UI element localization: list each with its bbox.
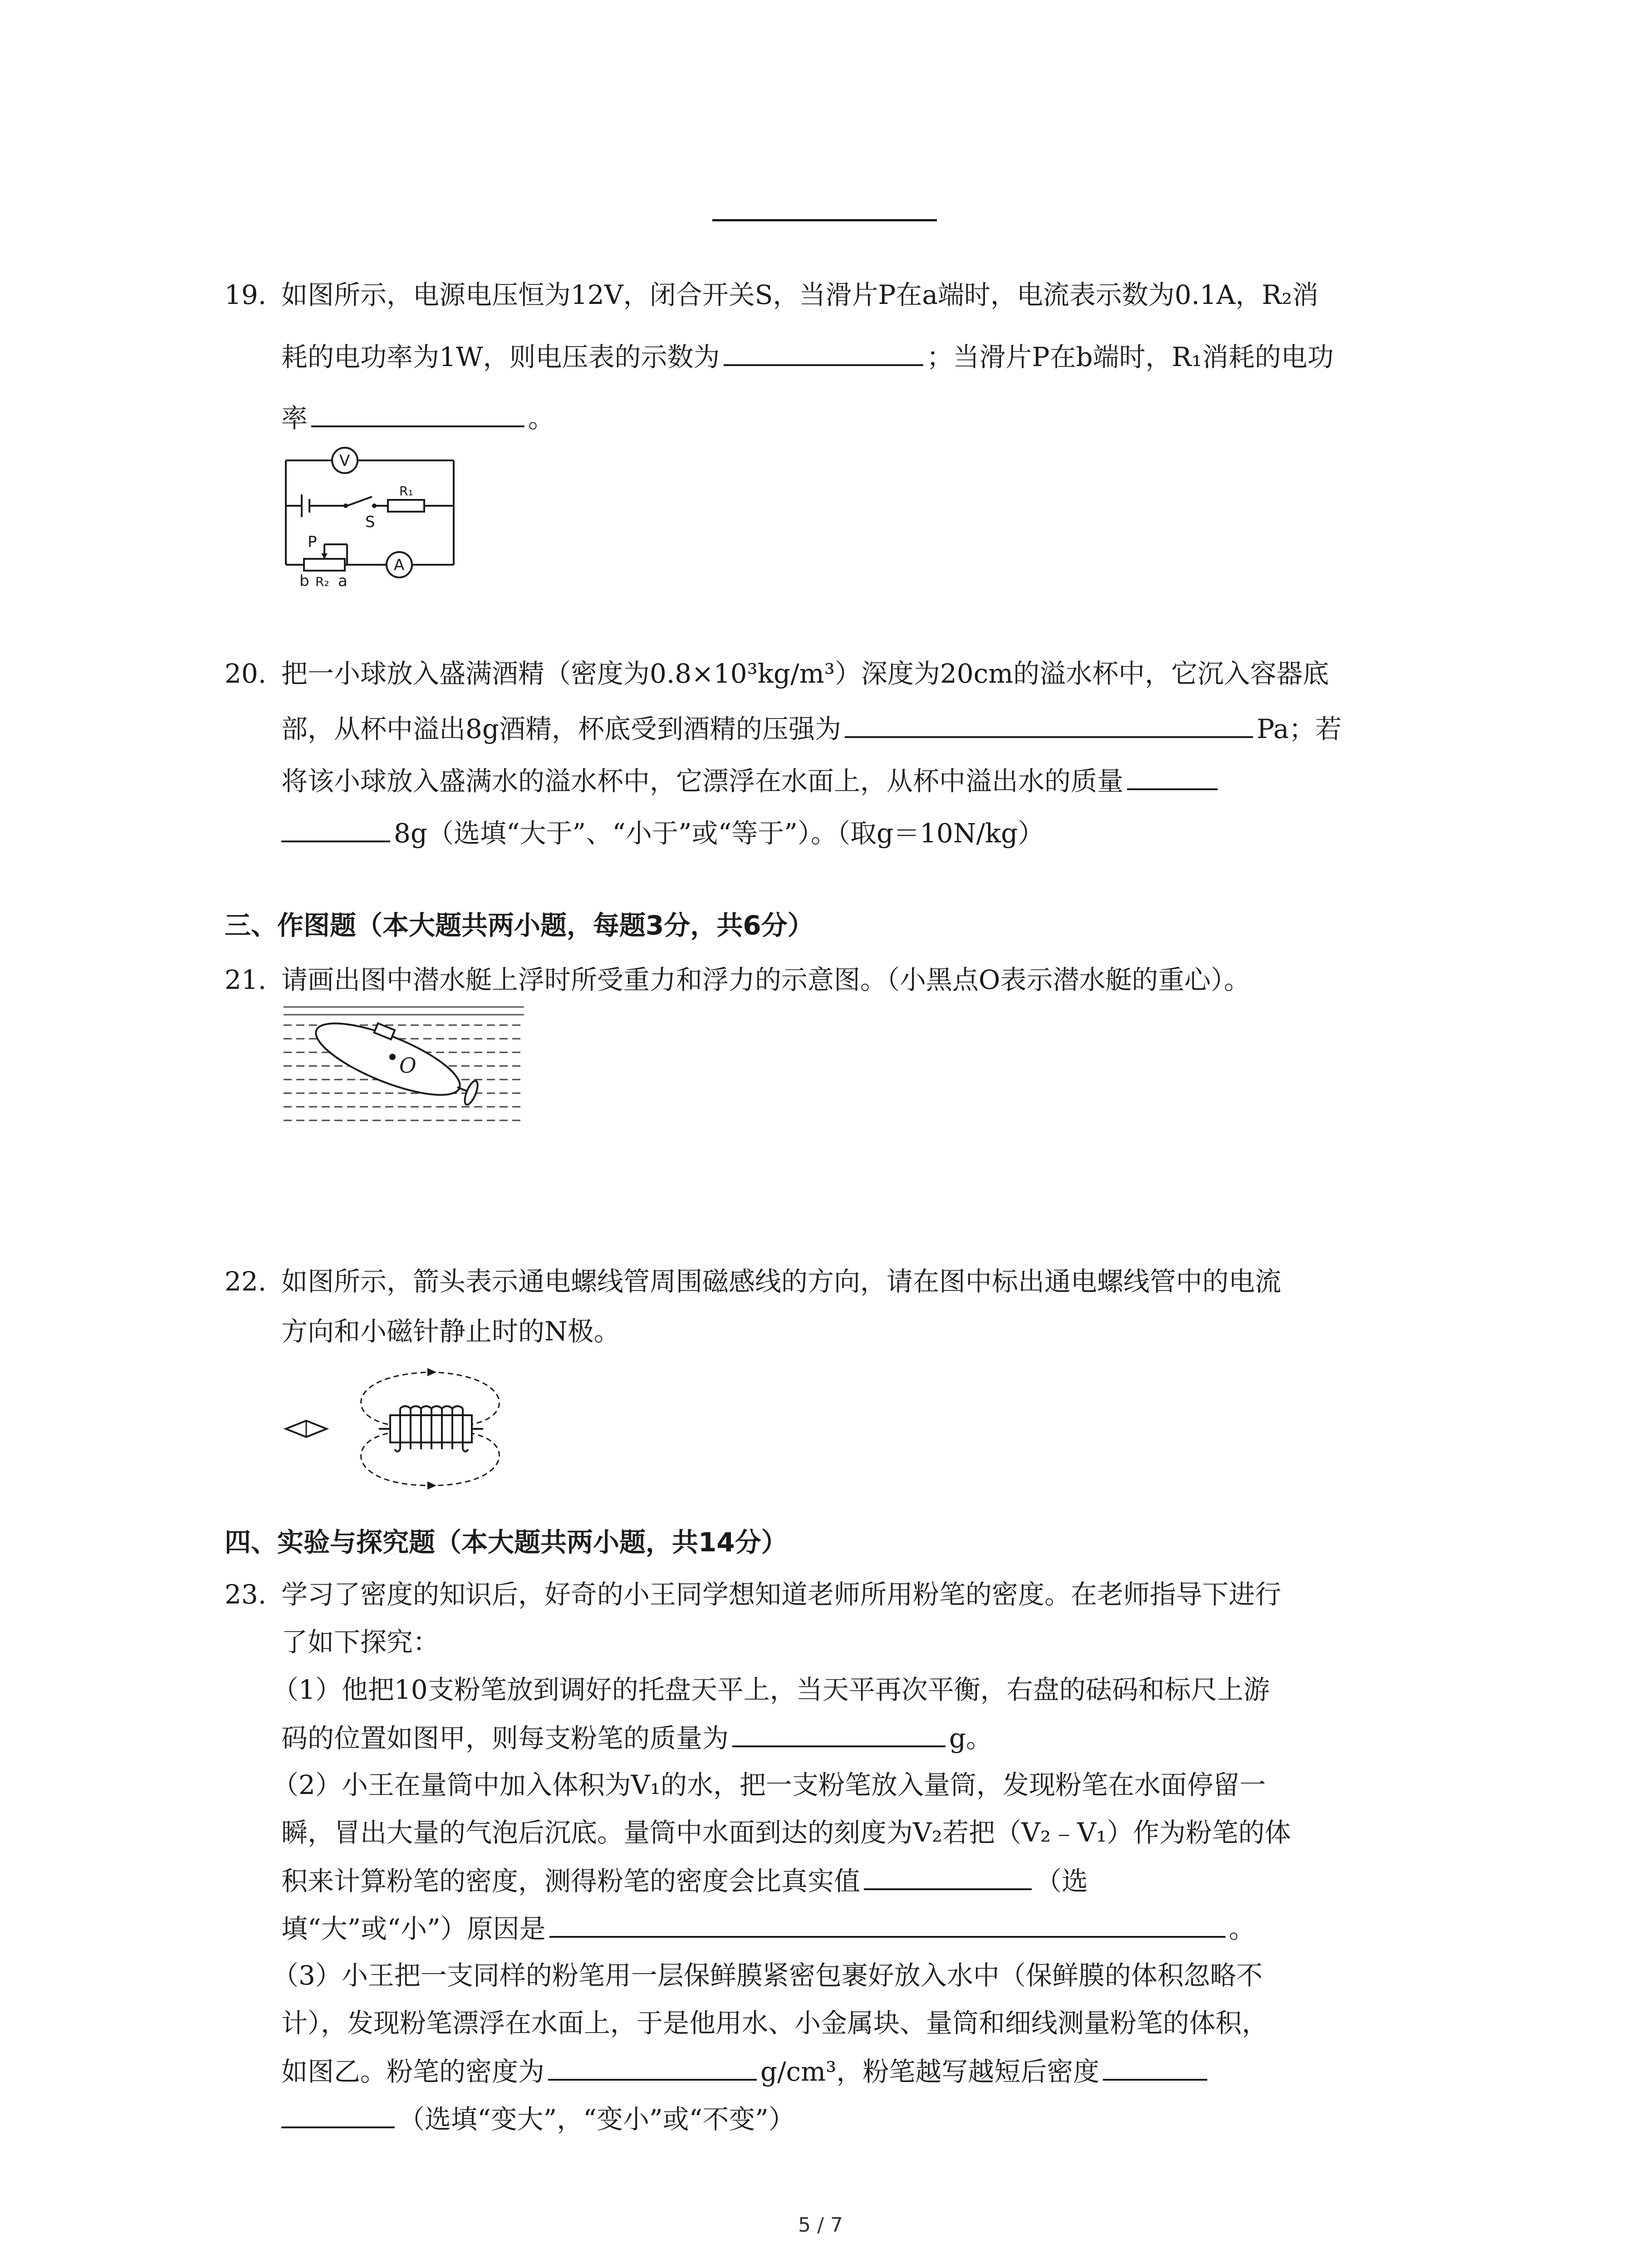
- question-text-line: 了如下探究：: [281, 1627, 440, 1657]
- text-segment: ；当滑片P在b端时，R₁消耗的电功: [926, 342, 1334, 372]
- question-text-line: 方向和小磁针静止时的N极。: [281, 1316, 620, 1347]
- answer-blank[interactable]: [1127, 762, 1218, 790]
- top-rule: [712, 219, 937, 221]
- text-segment: 部，从杯中溢出8g酒精，杯底受到酒精的压强为: [281, 714, 842, 744]
- question-text-line: 计），发现粉笔漂浮在水面上，于是他用水、小金属块、量筒和细线测量粉笔的体积，: [281, 2008, 1269, 2038]
- voltmeter-label: V: [339, 452, 350, 470]
- question-text-line: 请画出图中潜水艇上浮时所受重力和浮力的示意图。（小黑点O表示潜水艇的重心）。: [281, 964, 1250, 995]
- r1-label: R₁: [399, 484, 413, 499]
- question-number: 20.: [225, 658, 267, 689]
- answer-blank[interactable]: [548, 2053, 757, 2081]
- text-segment: 如图乙。粉笔的密度为: [281, 2056, 545, 2087]
- text-segment: 。: [528, 403, 555, 434]
- question-text-line: 如图所示，箭头表示通电螺线管周围磁感线的方向，请在图中标出通电螺线管中的电流: [281, 1266, 1282, 1297]
- question-number: 19.: [225, 279, 267, 310]
- text-segment: g。: [949, 1723, 993, 1754]
- question-text-line: [281, 338, 1334, 375]
- answer-blank[interactable]: [732, 1719, 945, 1747]
- question-text-line: [281, 814, 1044, 851]
- question-text-line: [281, 710, 1342, 747]
- answer-blank[interactable]: [864, 1862, 1032, 1890]
- text-segment: 率: [281, 403, 308, 434]
- end-a-label: a: [338, 572, 348, 590]
- question-text-line: 学习了密度的知识后，好奇的小王同学想知道老师所用粉笔的密度。在老师指导下进行: [281, 1579, 1282, 1610]
- question-text-line: 如图所示，电源电压恒为12V，闭合开关S，当滑片P在a端时，电流表示数为0.1A，R₂消: [281, 279, 1319, 310]
- question-number: 21.: [225, 964, 267, 995]
- center-of-gravity-label: O: [399, 1053, 416, 1078]
- answer-blank[interactable]: [724, 338, 923, 366]
- answer-blank[interactable]: [1103, 2053, 1207, 2081]
- text-segment: g/cm³，粉笔越写越短后密度: [760, 2056, 1100, 2087]
- slider-label: P: [308, 533, 317, 551]
- text-segment: （选: [1035, 1866, 1088, 1897]
- text-segment: 将该小球放入盛满水的溢水杯中，它漂浮在水面上，从杯中溢出水的质量: [281, 766, 1124, 797]
- question-number: 22.: [225, 1266, 267, 1297]
- switch-label: S: [365, 513, 375, 531]
- question-text-line: 瞬，冒出大量的气泡后沉底。量筒中水面到达的刻度为V₂若把（V₂﹣V₁）作为粉笔的体: [281, 1817, 1291, 1848]
- r2-label: R₂: [315, 574, 329, 589]
- question-text-line: （1）他把10支粉笔放到调好的托盘天平上，当天平再次平衡，右盘的砝码和标尺上游: [272, 1674, 1270, 1705]
- question-text-line: [281, 1719, 992, 1756]
- question-text-line: 把一小球放入盛满酒精（密度为0.8×10³kg/m³）深度为20cm的溢水杯中，它沉入容器底: [281, 658, 1329, 689]
- question-text-line: [281, 762, 1221, 799]
- question-text-line: [281, 1862, 1088, 1899]
- text-segment: （选填“变大”，“变小”或“不变”）: [398, 2104, 795, 2135]
- answer-blank[interactable]: [281, 2100, 395, 2128]
- section-heading: 三、作图题（本大题共两小题，每题3分，共6分）: [225, 910, 814, 941]
- answer-blank[interactable]: [281, 814, 390, 842]
- text-segment: 填“大”或“小”）原因是: [281, 1913, 546, 1944]
- text-segment: 积来计算粉笔的密度，测得粉笔的密度会比真实值: [281, 1866, 861, 1897]
- text-segment: 8g（选填“大于”、“小于”或“等于”）。（取g＝10N/kg）: [394, 818, 1044, 849]
- question-text-line: （3）小王把一支同样的粉笔用一层保鲜膜紧密包裹好放入水中（保鲜膜的体积忽略不: [272, 1960, 1263, 1991]
- answer-blank[interactable]: [549, 1910, 1225, 1938]
- end-b-label: b: [299, 572, 309, 590]
- question-text-line: [281, 399, 554, 436]
- submarine-figure: [284, 1005, 524, 1125]
- text-segment: 码的位置如图甲，则每支粉笔的质量为: [281, 1723, 729, 1754]
- question-text-line: [281, 2053, 1211, 2090]
- question-text-line: [281, 1910, 1255, 1947]
- answer-blank[interactable]: [311, 399, 524, 427]
- page-number: 5 / 7: [798, 2214, 843, 2237]
- question-text-line: [281, 2100, 795, 2137]
- circuit-diagram: [272, 440, 463, 590]
- question-text-line: （2）小王在量筒中加入体积为V₁的水，把一支粉笔放入量筒，发现粉笔在水面停留一: [272, 1769, 1266, 1800]
- text-segment: 耗的电功率为1W，则电压表的示数为: [281, 342, 720, 372]
- answer-blank[interactable]: [845, 710, 1253, 738]
- text-segment: 。: [1229, 1913, 1255, 1944]
- text-segment: Pa；若: [1257, 714, 1342, 744]
- question-number: 23.: [225, 1579, 267, 1610]
- solenoid-figure: [281, 1365, 535, 1492]
- section-heading: 四、实验与探究题（本大题共两小题，共14分）: [225, 1527, 788, 1558]
- ammeter-label: A: [394, 556, 405, 574]
